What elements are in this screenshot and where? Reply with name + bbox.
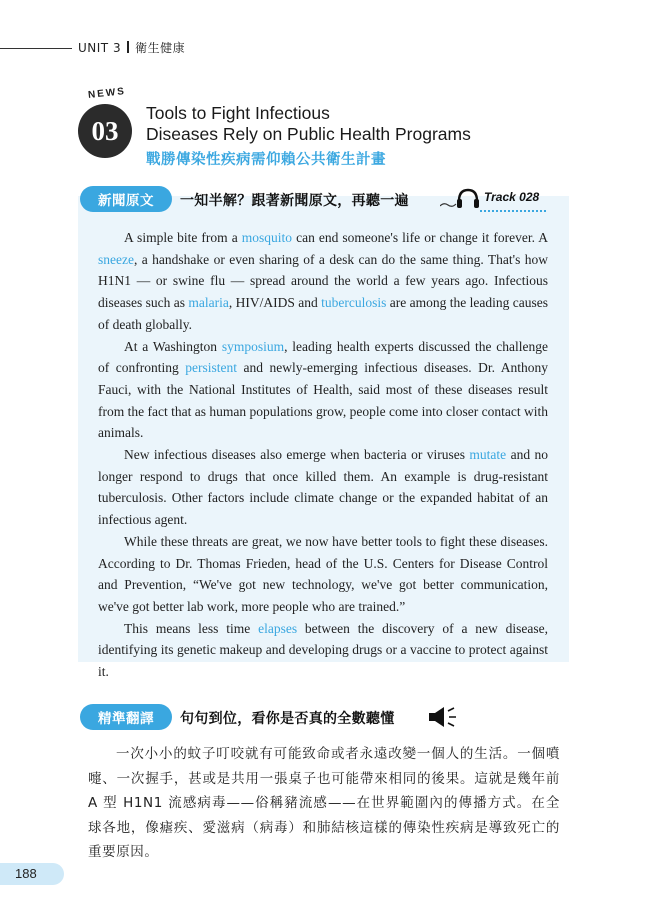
paragraph-5: This means less time elapses between the discovery of a new disease, identifying its genetic makeup and developing drugs or a vaccine to protect against it. <box>98 620 548 680</box>
paragraph-3: New infectious diseases also emerge when bacteria or viruses mutate and no longer respond to drugs that once killed them. An example is drug-resistant tuberculosis. Other factors include climate change or the expanded habitat of an infectious agent. <box>98 447 549 528</box>
paragraph-1: A simple bite from a mosquito can end someone's life or change it forever. A sneeze, a handshake or even sharing of a desk can do the same thing. That's how H1N1 — or swine flu — spread around the world a few years ago. Infectious diseases such as malaria, HIV/AIDS and tuberculosis are among the leading causes of death globally. <box>98 230 549 332</box>
vocab-word[interactable]: mutate <box>469 447 507 463</box>
paragraph-2: At a Washington symposium, leading health experts discussed the challenge of confronting persistent and newly-emerging infectious diseases. Dr. Anthony Fauci, with the National Institutes of Health, said most of these diseases result from the fact that as human populations grow, people come into closer contact with animals. <box>98 338 549 441</box>
audio-track[interactable] <box>440 186 550 210</box>
section-pill-translation: 精準翻譯 <box>80 704 172 730</box>
chapter-title: 衛生健康 <box>135 41 186 55</box>
headphones-icon <box>440 186 484 210</box>
unit-header <box>78 39 185 56</box>
title-line-1: Tools to Fight Infectious <box>146 103 330 123</box>
vocab-word[interactable]: elapses <box>258 620 298 636</box>
title-line-2: Diseases Rely on Public Health Programs <box>146 124 471 144</box>
article-title-en <box>146 103 471 145</box>
vocab-word[interactable]: mosquito <box>241 230 293 245</box>
vocab-word[interactable]: malaria <box>188 295 229 311</box>
header-divider <box>127 41 129 53</box>
section-heading-translation: 句句到位，看你是否真的全數聽懂 <box>180 711 395 727</box>
page-number: 188 <box>15 866 37 881</box>
speaker-icon[interactable] <box>428 706 462 728</box>
unit-label: UNIT 3 <box>78 41 122 55</box>
vocab-word[interactable]: symposium <box>221 338 285 354</box>
news-number-badge: 03 <box>78 104 132 158</box>
vocab-word[interactable]: persistent <box>185 360 237 376</box>
news-label: NEWS <box>87 86 127 101</box>
section-heading-original: 一知半解？跟著新聞原文，再聽一遍 <box>180 193 409 209</box>
header-rule <box>0 48 72 49</box>
section-pill-original: 新聞原文 <box>80 186 172 212</box>
vocab-word[interactable]: tuberculosis <box>321 295 387 311</box>
article-body <box>98 227 548 683</box>
translation-body: 一次小小的蚊子叮咬就有可能致命或者永遠改變一個人的生活。一個噴嚏、一次握手，甚或是共用一張桌子也可能帶來相同的後果。這就是幾年前 A 型 H1N1 流感病毒——俗稱豬流感——在世界範圍內的傳播方式。在全球各地，像瘧疾、愛滋病（病毒）和肺結核這樣的傳染性疾病是導致死亡的重要原因。 <box>88 746 560 861</box>
paragraph-4: While these threats are great, we now have better tools to fight these diseases. According to Dr. Thomas Frieden, head of the U.S. Centers for Disease Control and Prevention, “We've got new technology, we've got better communication, we've got better lab work, more people who are trained.” <box>98 533 548 614</box>
article-title-zh: 戰勝傳染性疾病需仰賴公共衛生計畫 <box>146 151 386 168</box>
track-underline <box>480 210 546 212</box>
track-label: Track 028 <box>484 190 540 204</box>
vocab-word[interactable]: sneeze <box>98 251 134 267</box>
